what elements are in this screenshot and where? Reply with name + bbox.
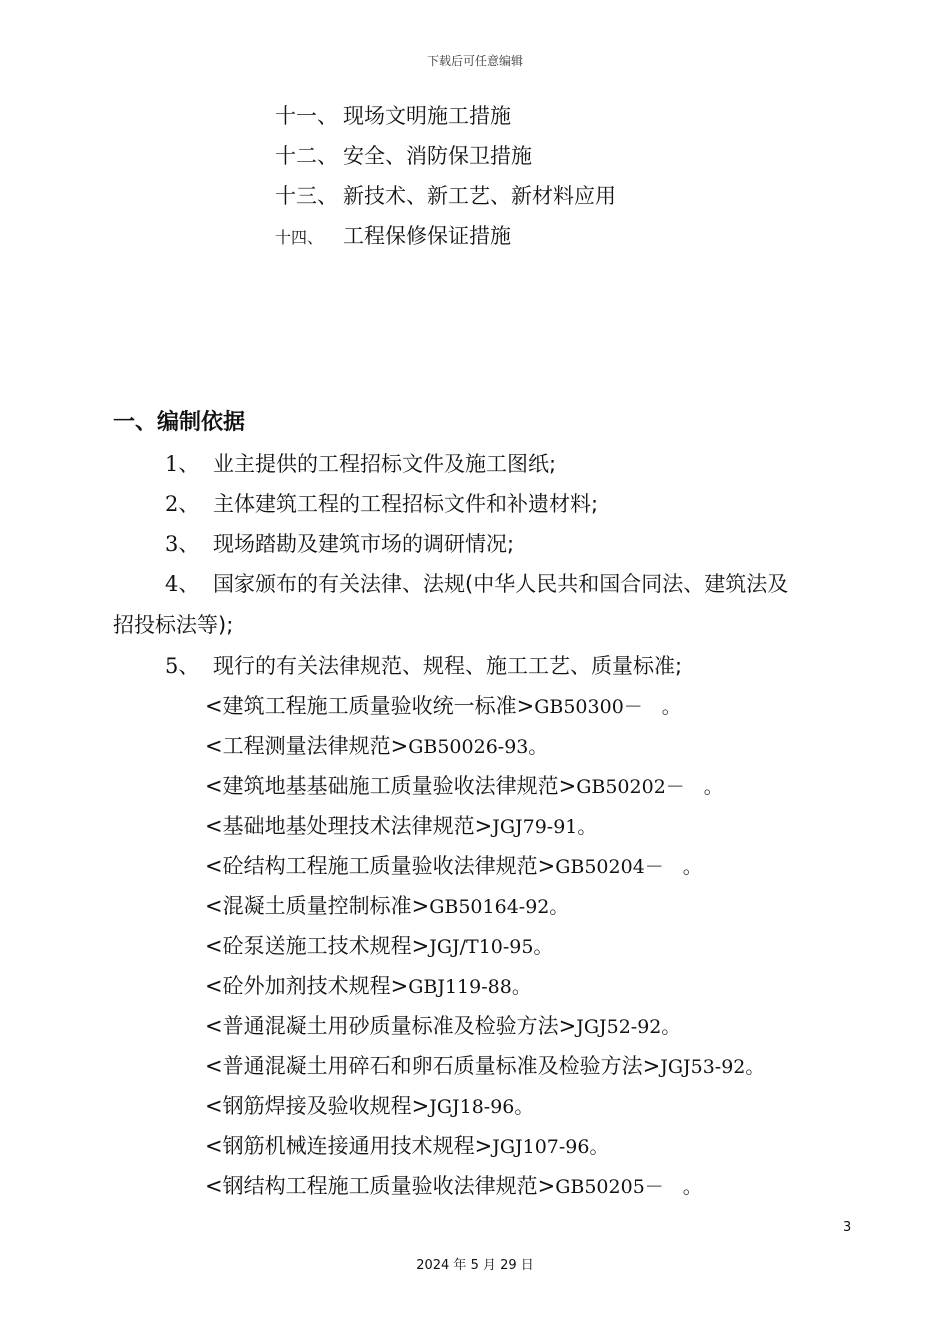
section-title: 一、编制依据: [113, 410, 246, 435]
item-number: 3、: [165, 532, 200, 556]
page-header: 下载后可任意编辑: [426, 54, 523, 68]
standard-name: <钢筋焊接及验收规程>: [205, 1094, 430, 1118]
item-text: 国家颁布的有关法律、法规(中华人民共和国合同法、建筑法及: [213, 572, 789, 596]
standard-item: [205, 730, 547, 760]
item-continuation: 招投标法等);: [113, 613, 234, 637]
standard-name: <建筑地基基础施工质量验收法律规范>: [205, 774, 577, 798]
standard-code: GBJ119-88。: [408, 976, 531, 998]
standard-code: GB50204－ 。: [555, 856, 702, 878]
standard-name: <普通混凝土用砂质量标准及检验方法>: [205, 1014, 577, 1038]
standard-code: JGJ53-92。: [660, 1056, 765, 1078]
item-text: 主体建筑工程的工程招标文件和补遗材料;: [213, 492, 599, 516]
list-item: [165, 568, 788, 598]
standard-code: JGJ52-92。: [576, 1016, 681, 1038]
standard-item: [205, 890, 568, 920]
item-text: 现场踏勘及建筑市场的调研情况;: [213, 532, 515, 556]
list-item: [165, 528, 514, 558]
item-text: 现行的有关法律规范、规程、施工工艺、质量标准;: [213, 654, 683, 678]
toc-row: [275, 180, 616, 210]
standard-name: <基础地基处理技术法律规范>: [205, 814, 493, 838]
standard-name: <建筑工程施工质量验收统一标准>: [205, 694, 535, 718]
standard-name: <钢结构工程施工质量验收法律规范>: [205, 1174, 556, 1198]
toc-row: [275, 140, 532, 170]
toc-number: 十三、: [275, 184, 338, 208]
standard-code: JGJ107-96。: [492, 1136, 609, 1158]
standard-item: [205, 1050, 764, 1080]
list-item: [165, 650, 682, 680]
standard-code: GB50026-93。: [408, 736, 548, 758]
standard-code: GB50300－ 。: [534, 696, 681, 718]
item-number: 4、: [165, 572, 200, 596]
standard-item: [205, 1010, 680, 1040]
standard-name: <砼外加剂技术规程>: [205, 974, 409, 998]
standard-code: JGJ79-91。: [492, 816, 597, 838]
toc-number: 十一、: [275, 104, 338, 128]
toc-text: 现场文明施工措施: [343, 104, 511, 128]
toc-row: [275, 220, 511, 250]
list-item: [165, 488, 598, 518]
standard-item: [205, 770, 723, 800]
toc-text: 安全、消防保卫措施: [343, 144, 532, 168]
toc-text: 新技术、新工艺、新材料应用: [343, 184, 616, 208]
standard-code: GB50205－ 。: [555, 1176, 702, 1198]
toc-number: 十四、: [275, 228, 324, 247]
item-text: 业主提供的工程招标文件及施工图纸;: [213, 452, 557, 476]
item-number: 5、: [165, 654, 200, 678]
toc-row: [275, 100, 511, 130]
page-number: 3: [843, 1220, 852, 1235]
standard-item: [205, 930, 552, 960]
standard-item: [205, 690, 681, 720]
item-number: 1、: [165, 452, 200, 476]
standard-name: <砼结构工程施工质量验收法律规范>: [205, 854, 556, 878]
standard-item: [205, 1170, 702, 1200]
standard-name: <钢筋机械连接通用技术规程>: [205, 1134, 493, 1158]
standard-item: [205, 1090, 533, 1120]
standard-code: JGJ/T10-95。: [429, 936, 553, 958]
toc-number: 十二、: [275, 144, 338, 168]
standard-code: JGJ18-96。: [429, 1096, 534, 1118]
standard-code: GB50164-92。: [429, 896, 569, 918]
standard-item: [205, 810, 596, 840]
page-footer-date: 2024 年 5 月 29 日: [416, 1258, 534, 1273]
standard-item: [205, 850, 702, 880]
standard-name: <普通混凝土用碎石和卵石质量标准及检验方法>: [205, 1054, 661, 1078]
standard-name: <混凝土质量控制标准>: [205, 894, 430, 918]
standard-item: [205, 1130, 608, 1160]
standard-name: <砼泵送施工技术规程>: [205, 934, 430, 958]
standard-item: [205, 970, 531, 1000]
toc-text: 工程保修保证措施: [343, 224, 511, 248]
item-number: 2、: [165, 492, 200, 516]
list-item: [165, 448, 556, 478]
standard-name: <工程测量法律规范>: [205, 734, 409, 758]
standard-code: GB50202－ 。: [576, 776, 723, 798]
